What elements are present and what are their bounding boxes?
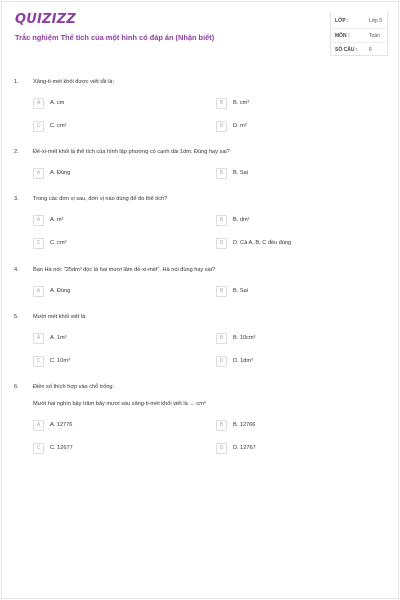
- option-text: D. m³: [233, 123, 247, 129]
- meta-row-class: [331, 14, 389, 28]
- page-frame: [1, 1, 399, 599]
- option-b[interactable]: [216, 286, 386, 298]
- option-text: B. Sai: [233, 170, 248, 176]
- option-letter-box: D: [216, 443, 227, 454]
- question-subtext: Mười hai nghìn bảy trăm bảy mươi sáu xăng-ti-mét khối viết là … cm³: [33, 401, 206, 407]
- option-text: B. cm³: [233, 100, 250, 106]
- option-text: A. Đúng: [50, 170, 71, 176]
- option-a[interactable]: [33, 168, 193, 180]
- option-c[interactable]: [33, 443, 193, 455]
- question-count-label: SỐ CÂU :: [335, 47, 358, 53]
- question-text: Bạn Hà nói: "25dm³ đọc là hai mươi lăm đề-xi-mét". Hà nói đúng hay sai?: [33, 267, 216, 273]
- option-letter-box: A: [33, 215, 44, 226]
- question-number: 2.: [14, 149, 19, 155]
- option-text: C. 10m³: [50, 358, 70, 364]
- question-number: 6.: [14, 384, 19, 390]
- option-c[interactable]: [33, 356, 193, 368]
- option-c[interactable]: [33, 238, 193, 250]
- meta-info-box: [330, 12, 388, 56]
- subject-value: Toán: [369, 33, 380, 39]
- option-a[interactable]: [33, 215, 193, 227]
- option-a[interactable]: [33, 286, 193, 298]
- question-text: Điền số thích hợp vào chỗ trống:: [33, 384, 115, 390]
- option-c[interactable]: [33, 121, 193, 133]
- option-d[interactable]: [216, 121, 386, 133]
- option-text: A. m²: [50, 217, 64, 223]
- option-text: B. dm²: [233, 217, 250, 223]
- option-letter-box: D: [216, 238, 227, 249]
- option-a[interactable]: [33, 420, 193, 432]
- question-text: Trong các đơn vị sau, đơn vị nào dùng để đo thể tích?: [33, 196, 168, 202]
- question-number: 5.: [14, 314, 19, 320]
- option-text: C. cm²: [50, 240, 67, 246]
- option-text: A. cm: [50, 100, 65, 106]
- option-text: A. 1m³: [50, 335, 67, 341]
- question-text: Xăng-ti-mét khối được viết tắt là:: [33, 79, 115, 85]
- question-number: 1.: [14, 79, 19, 85]
- option-letter-box: A: [33, 286, 44, 297]
- class-value: Lớp 5: [369, 18, 383, 24]
- option-b[interactable]: [216, 420, 386, 432]
- subject-label: MÔN :: [335, 33, 350, 39]
- option-letter-box: B: [216, 98, 227, 109]
- meta-row-count: [331, 42, 389, 56]
- option-letter-box: C: [33, 121, 44, 132]
- option-letter-box: B: [216, 168, 227, 179]
- option-b[interactable]: [216, 333, 386, 345]
- option-letter-box: A: [33, 333, 44, 344]
- class-label: LỚP :: [335, 18, 349, 24]
- option-text: C. cm²: [50, 123, 67, 129]
- option-letter-box: B: [216, 420, 227, 431]
- question-count-value: 6: [369, 47, 372, 53]
- option-b[interactable]: [216, 98, 386, 110]
- question-number: 4.: [14, 267, 19, 273]
- option-text: C. 12677: [50, 445, 73, 451]
- option-letter-box: A: [33, 168, 44, 179]
- option-letter-box: B: [216, 215, 227, 226]
- option-letter-box: D: [216, 356, 227, 367]
- option-letter-box: A: [33, 98, 44, 109]
- option-b[interactable]: [216, 168, 386, 180]
- option-d[interactable]: [216, 356, 386, 368]
- question-number: 3.: [14, 196, 19, 202]
- option-text: D. 12767: [233, 445, 256, 451]
- question-text: Mười mét khối viết là:: [33, 314, 87, 320]
- option-d[interactable]: [216, 238, 386, 250]
- option-text: B. Sai: [233, 288, 248, 294]
- option-letter-box: A: [33, 420, 44, 431]
- option-text: A. Đúng: [50, 288, 71, 294]
- meta-row-subject: [331, 28, 389, 42]
- option-d[interactable]: [216, 443, 386, 455]
- option-text: D. Cả A, B, C đều đúng: [233, 240, 292, 246]
- header: [0, 0, 400, 66]
- option-letter-box: C: [33, 356, 44, 367]
- question-text: Đề-xi-mét khối là thể tích của hình lập phương có cạnh dài 1dm. Đúng hay sai?: [33, 149, 230, 155]
- option-text: A. 12776: [50, 422, 73, 428]
- page-title: Trắc nghiệm Thể tích của một hình có đáp án (Nhận biết): [15, 33, 215, 42]
- option-letter-box: C: [33, 238, 44, 249]
- option-a[interactable]: [33, 333, 193, 345]
- option-letter-box: C: [33, 443, 44, 454]
- option-b[interactable]: [216, 215, 386, 227]
- option-a[interactable]: [33, 98, 193, 110]
- quizizz-logo: QUIZIZZ: [15, 12, 76, 27]
- option-text: D. 1dm³: [233, 358, 253, 364]
- option-letter-box: D: [216, 121, 227, 132]
- option-letter-box: B: [216, 286, 227, 297]
- option-text: B. 10cm³: [233, 335, 256, 341]
- option-letter-box: B: [216, 333, 227, 344]
- option-text: B. 12766: [233, 422, 256, 428]
